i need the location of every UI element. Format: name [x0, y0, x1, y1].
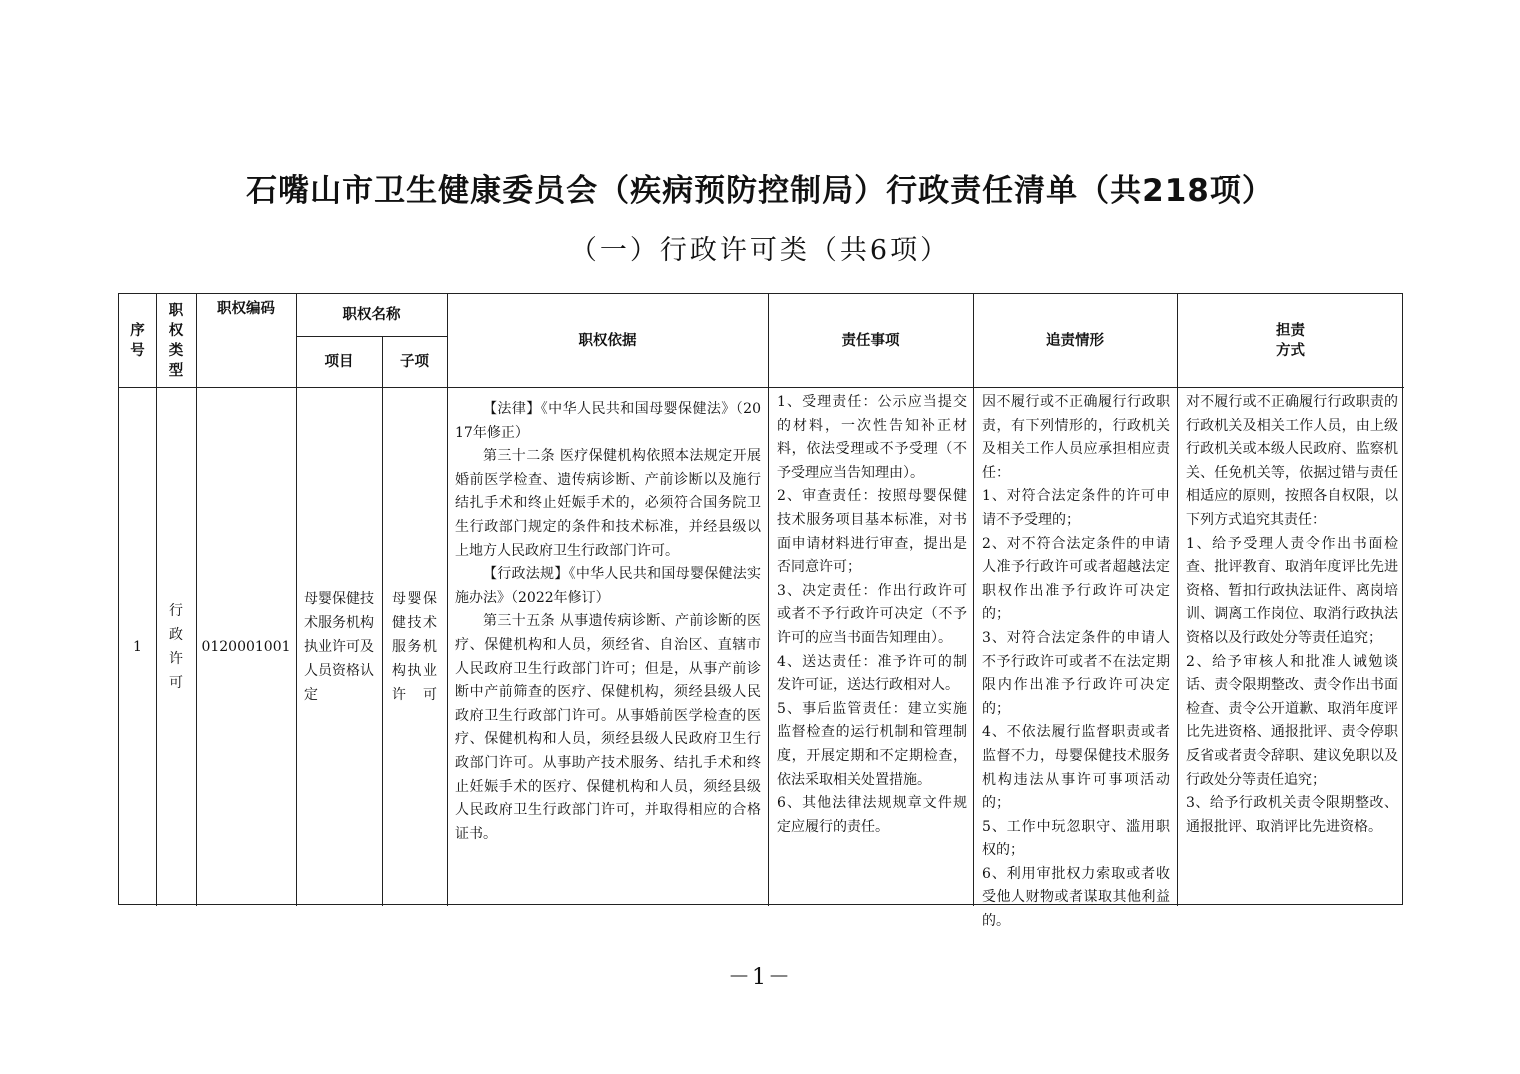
header-method: 担责 方式 [1276, 322, 1305, 359]
header-basis: 职权依据 [578, 332, 637, 349]
responsibility-item: 1、受理责任：公示应当提交的材料，一次性告知补正材料，依法受理或不予受理（不予受理应当告知理由）。 [777, 394, 967, 481]
method-item: 2、给予审核人和批准人诫勉谈话、责令限期整改、责令作出书面检查、责令公开道歉、取消年度评比先进资格、通报批评、责令停职反省或者责令辞职、建议免职以及行政处分等责任追究； [1186, 653, 1398, 788]
row-seq: 1 [133, 638, 142, 655]
responsibility-item: 3、决定责任：作出行政许可或者不予行政许可决定（不予许可的应当书面告知理由）。 [777, 582, 967, 646]
header-seq: 序号 [130, 322, 145, 359]
basis-paragraph: 【法律】《中华人民共和国母婴保健法》（2017年修正） [455, 401, 761, 441]
responsibility-item: 5、事后监管责任：建立实施监督检查的运行机制和管理制度，开展定期和不定期检查，依法采取相关处置措施。 [777, 700, 967, 788]
row-accountability [982, 391, 1170, 930]
header-type: 职权类型 [168, 302, 184, 379]
responsibility-item: 2、审查责任：按照母婴保健技术服务项目基本标准，对书面申请材料进行审查，提出是否同意许可； [777, 488, 967, 576]
row-item: 母婴保健技术服务机构执业许可及人员资格认定 [304, 590, 374, 703]
row-basis [455, 398, 761, 904]
responsibility-table [118, 293, 1403, 930]
page-number: －1－ [728, 965, 792, 990]
row-subitem: 母婴保健技术服务机构执业许可 [392, 590, 437, 703]
document-title: 石嘴山市卫生健康委员会（疾病预防控制局）行政责任清单（共218项） [246, 173, 1274, 209]
basis-paragraph: 第三十五条 从事遗传病诊断、产前诊断的医疗、保健机构和人员，须经省、自治区、直辖市人民政府卫生行政部门许可；但是，从事产前诊断中产前筛查的医疗、保健机构，须经县级人民政府卫生行政部门许可。从事婚前医学检查的医疗、保健机构和人员，须经县级人民政府卫生行政部门许可。从事助产技术服务、结扎手术和终止妊娠手术的医疗、保健机构和人员，须经县级人民政府卫生行政部门许可，并取得相应的合格证书。 [455, 613, 761, 842]
method-item: 1、给予受理人责令作出书面检查、批评教育、取消年度评比先进资格、暂扣行政执法证件、离岗培训、调离工作岗位、取消行政执法资格以及行政处分等责任追究； [1186, 535, 1398, 646]
header-responsibility: 责任事项 [841, 332, 900, 349]
responsibility-item: 4、送达责任：准予许可的制发许可证，送达行政相对人。 [777, 653, 967, 694]
header-subitem: 子项 [400, 353, 429, 370]
row-type: 行政许可 [169, 602, 183, 691]
row-method [1186, 391, 1398, 906]
method-item: 3、给予行政机关责令限期整改、通报批评、取消评比先进资格。 [1186, 795, 1398, 835]
accountability-item: 5、工作中玩忽职守、滥用职权的； [982, 818, 1170, 859]
accountability-item: 2、对不符合法定条件的申请人准予行政许可或者超越法定职权作出准予行政许可决定的； [982, 535, 1170, 623]
basis-paragraph: 第三十二条 医疗保健机构依照本法规定开展婚前医学检查、遗传病诊断、产前诊断以及施行结扎手术和终止妊娠手术的，必须符合国务院卫生行政部门规定的条件和技术标准，并经县级以上地方人民政府卫生行政部门许可。 [455, 448, 761, 559]
accountability-item: 3、对符合法定条件的申请人不予行政许可或者不在法定期限内作出准予行政许可决定的； [982, 629, 1170, 717]
accountability-item: 1、对符合法定条件的许可申请不予受理的； [982, 488, 1170, 528]
document-subtitle: （一）行政许可类（共6项） [569, 235, 951, 266]
accountability-item: 因不履行或不正确履行行政职责，有下列情形的，行政机关及相关工作人员应承担相应责任： [982, 394, 1170, 481]
method-item: 对不履行或不正确履行行政职责的行政机关及相关工作人员，由上级行政机关或本级人民政府、监察机关、任免机关等，依据过错与责任相适应的原则，按照各自权限，以下列方式追究其责任： [1186, 394, 1398, 528]
row-responsibility [777, 391, 967, 906]
responsibility-item: 6、其他法律法规规章文件规定应履行的责任。 [777, 795, 967, 835]
accountability-item: 6、利用审批权力索取或者收受他人财物或者谋取其他利益的。 [982, 865, 1170, 930]
row-code: 0120001001 [201, 638, 291, 655]
header-item: 项目 [324, 353, 354, 370]
accountability-item: 4、不依法履行监督职责或者监督不力，母婴保健技术服务机构违法从事许可事项活动的； [982, 724, 1170, 812]
header-code: 职权编码 [217, 301, 275, 317]
header-name: 职权名称 [342, 307, 401, 323]
header-accountability: 追责情形 [1046, 332, 1104, 349]
basis-paragraph: 【行政法规】《中华人民共和国母婴保健法实施办法》（2022年修订） [455, 566, 761, 606]
